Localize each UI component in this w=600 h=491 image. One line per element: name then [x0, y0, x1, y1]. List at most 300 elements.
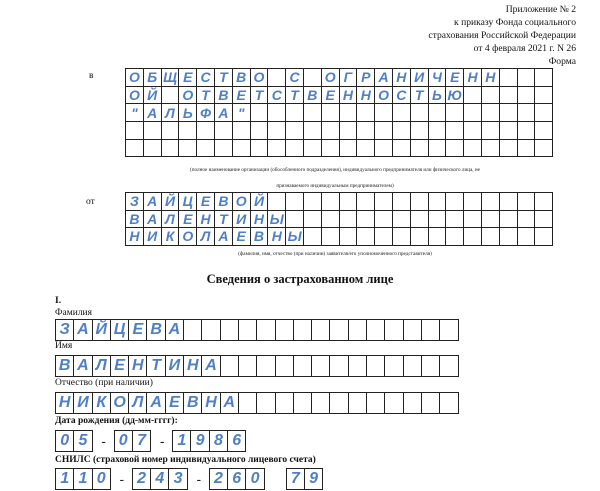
letter-cell[interactable] — [250, 139, 268, 157]
letter-cell[interactable]: Н — [184, 356, 202, 377]
letter-cell[interactable] — [375, 193, 393, 211]
letter-cell[interactable]: А — [202, 356, 220, 377]
letter-cell[interactable]: О — [232, 193, 250, 211]
dob-field[interactable] — [55, 430, 246, 452]
letter-cell[interactable] — [421, 320, 439, 341]
separator: - — [159, 433, 165, 449]
letter-cell[interactable]: Н — [481, 69, 499, 87]
letter-cell[interactable] — [535, 210, 553, 228]
letter-cell[interactable] — [385, 393, 403, 414]
letter-cell[interactable] — [161, 139, 179, 157]
letter-cell[interactable] — [257, 320, 275, 341]
recipient-note-2: признаваемого индивидуальным предпринимателем) — [276, 183, 394, 189]
letter-cell[interactable]: И — [232, 210, 250, 228]
digit-cell[interactable]: 4 — [150, 468, 169, 490]
letter-cell[interactable] — [161, 122, 179, 140]
letter-cell[interactable] — [517, 228, 535, 246]
letter-cell[interactable]: Й — [161, 193, 179, 211]
letter-cell[interactable] — [499, 210, 517, 228]
letter-cell[interactable] — [367, 356, 385, 377]
letter-cell[interactable] — [238, 320, 256, 341]
digit-cell[interactable]: 6 — [227, 468, 246, 490]
letter-cell[interactable]: Й — [250, 193, 268, 211]
letter-cell[interactable] — [392, 122, 410, 140]
letter-cell[interactable] — [499, 86, 517, 104]
letter-cell[interactable] — [535, 193, 553, 211]
letter-cell[interactable] — [517, 104, 535, 122]
separator — [265, 468, 287, 490]
letter-cell[interactable]: К — [161, 228, 179, 246]
letter-cell[interactable] — [410, 104, 428, 122]
letter-cell[interactable]: Н — [202, 393, 220, 414]
letter-cell[interactable] — [321, 122, 339, 140]
letter-cell[interactable]: И — [143, 228, 161, 246]
letter-cell[interactable] — [321, 210, 339, 228]
letter-cell[interactable]: З — [56, 320, 74, 341]
letter-cell[interactable] — [367, 393, 385, 414]
letter-cell[interactable]: " — [232, 104, 250, 122]
letter-cell[interactable] — [339, 122, 357, 140]
letter-cell[interactable] — [481, 193, 499, 211]
letter-cell[interactable]: И — [165, 356, 183, 377]
letter-cell[interactable] — [321, 139, 339, 157]
letter-cell[interactable] — [339, 193, 357, 211]
letter-cell[interactable]: З — [126, 193, 144, 211]
letter-cell[interactable]: Т — [250, 86, 268, 104]
digit-cell[interactable]: 5 — [73, 430, 92, 452]
letter-cell[interactable]: В — [250, 228, 268, 246]
letter-cell[interactable] — [348, 320, 366, 341]
letter-cell[interactable]: С — [197, 69, 215, 87]
letter-cell[interactable]: И — [74, 393, 92, 414]
digit-cell[interactable]: 9 — [304, 468, 323, 490]
letter-cell[interactable] — [375, 228, 393, 246]
letter-cell[interactable]: А — [143, 193, 161, 211]
letter-cell[interactable]: Т — [147, 356, 165, 377]
letter-cell[interactable] — [464, 210, 482, 228]
letter-cell[interactable] — [303, 210, 321, 228]
letter-cell[interactable] — [268, 104, 286, 122]
letter-cell[interactable] — [446, 193, 464, 211]
letter-cell[interactable]: Б — [143, 69, 161, 87]
letter-cell[interactable]: А — [74, 356, 92, 377]
letter-cell[interactable] — [517, 139, 535, 157]
header-line-5: Форма — [548, 56, 576, 67]
letter-cell[interactable] — [303, 122, 321, 140]
digit-cell[interactable]: 9 — [190, 430, 209, 452]
letter-cell[interactable] — [481, 210, 499, 228]
letter-cell[interactable] — [268, 122, 286, 140]
letter-cell[interactable]: Т — [214, 69, 232, 87]
letter-cell[interactable]: О — [126, 86, 144, 104]
letter-cell[interactable] — [535, 228, 553, 246]
letter-cell[interactable] — [268, 139, 286, 157]
letter-cell[interactable] — [268, 69, 286, 87]
letter-cell[interactable] — [464, 104, 482, 122]
letter-cell[interactable] — [286, 104, 304, 122]
letter-cell[interactable] — [179, 139, 197, 157]
letter-cell[interactable] — [446, 210, 464, 228]
letter-cell[interactable]: Е — [165, 393, 183, 414]
letter-cell[interactable] — [303, 139, 321, 157]
letter-cell[interactable] — [499, 193, 517, 211]
letter-cell[interactable] — [464, 122, 482, 140]
digit-cell[interactable]: 0 — [245, 468, 264, 490]
letter-cell[interactable]: Е — [197, 193, 215, 211]
letter-cell[interactable] — [286, 210, 304, 228]
letter-cell[interactable] — [421, 393, 439, 414]
letter-cell[interactable]: А — [74, 320, 92, 341]
letter-cell[interactable] — [428, 104, 446, 122]
letter-cell[interactable] — [385, 320, 403, 341]
letter-cell[interactable]: Т — [214, 210, 232, 228]
letter-cell[interactable] — [410, 210, 428, 228]
letter-cell[interactable]: Н — [197, 210, 215, 228]
letter-cell[interactable] — [303, 193, 321, 211]
letter-cell[interactable]: А — [143, 104, 161, 122]
grid-row — [56, 356, 459, 377]
digit-cell[interactable]: 1 — [55, 468, 74, 490]
letter-cell[interactable] — [232, 122, 250, 140]
letter-cell[interactable] — [446, 139, 464, 157]
letter-cell[interactable] — [375, 122, 393, 140]
letter-cell[interactable] — [257, 393, 275, 414]
digit-cell[interactable]: 6 — [227, 430, 246, 452]
letter-cell[interactable]: А — [220, 393, 238, 414]
letter-cell[interactable] — [446, 104, 464, 122]
digit-cell[interactable]: 0 — [114, 430, 133, 452]
letter-cell[interactable]: Ю — [447, 87, 463, 104]
letter-cell[interactable]: Е — [232, 86, 250, 104]
letter-cell[interactable] — [403, 393, 421, 414]
letter-cell[interactable] — [357, 104, 375, 122]
letter-cell[interactable] — [517, 210, 535, 228]
letter-cell[interactable] — [339, 210, 357, 228]
letter-cell[interactable]: Л — [197, 228, 215, 246]
letter-cell[interactable] — [481, 228, 499, 246]
letter-cell[interactable]: О — [321, 69, 339, 87]
letter-cell[interactable] — [357, 122, 375, 140]
letter-cell[interactable]: Е — [179, 69, 197, 87]
digit-cell[interactable]: 3 — [168, 468, 187, 490]
letter-cell[interactable] — [535, 86, 553, 104]
letter-cell[interactable]: Г — [339, 69, 357, 87]
letter-cell[interactable] — [339, 104, 357, 122]
letter-cell[interactable] — [197, 139, 215, 157]
letter-cell[interactable] — [535, 139, 553, 157]
letter-cell[interactable] — [330, 393, 348, 414]
letter-cell[interactable] — [499, 69, 517, 87]
letter-cell[interactable] — [161, 86, 179, 104]
letter-cell[interactable] — [392, 228, 410, 246]
letter-cell[interactable] — [517, 122, 535, 140]
letter-cell[interactable] — [126, 122, 144, 140]
letter-cell[interactable] — [268, 193, 286, 211]
letter-cell[interactable]: А — [214, 104, 232, 122]
letter-cell[interactable] — [517, 86, 535, 104]
letter-cell[interactable] — [392, 104, 410, 122]
letter-cell[interactable]: Е — [110, 356, 128, 377]
letter-cell[interactable] — [339, 228, 357, 246]
letter-cell[interactable] — [464, 228, 482, 246]
digit-cell[interactable]: 2 — [132, 468, 151, 490]
letter-cell[interactable] — [499, 139, 517, 157]
snils-field[interactable] — [55, 468, 323, 490]
letter-cell[interactable] — [428, 122, 446, 140]
digit-cell[interactable]: 1 — [73, 468, 92, 490]
letter-cell[interactable]: А — [375, 69, 393, 87]
letter-cell[interactable]: Ы — [269, 210, 284, 227]
letter-cell[interactable] — [410, 122, 428, 140]
letter-cell[interactable] — [464, 139, 482, 157]
letter-cell[interactable] — [440, 356, 458, 377]
letter-cell[interactable] — [517, 193, 535, 211]
digit-cell[interactable]: 0 — [55, 430, 74, 452]
header-line-1: Приложение № 2 — [505, 4, 576, 15]
letter-cell[interactable]: А — [165, 320, 183, 341]
letter-cell[interactable] — [303, 228, 321, 246]
letter-cell[interactable] — [202, 320, 220, 341]
letter-cell[interactable]: Т — [286, 86, 304, 104]
letter-cell[interactable]: " — [126, 104, 144, 122]
letter-cell[interactable]: О — [126, 69, 144, 87]
letter-cell[interactable] — [312, 356, 330, 377]
letter-cell[interactable] — [321, 193, 339, 211]
letter-cell[interactable] — [293, 393, 311, 414]
letter-cell[interactable] — [367, 320, 385, 341]
letter-cell[interactable] — [214, 122, 232, 140]
letter-cell[interactable]: В — [126, 210, 144, 228]
digit-cell[interactable]: 7 — [132, 430, 151, 452]
letter-cell[interactable]: Е — [321, 86, 339, 104]
letter-cell[interactable]: В — [214, 86, 232, 104]
letter-cell[interactable] — [214, 139, 232, 157]
letter-cell[interactable] — [348, 393, 366, 414]
letter-cell[interactable] — [517, 69, 535, 87]
letter-cell[interactable] — [375, 104, 393, 122]
letter-cell[interactable] — [375, 210, 393, 228]
letter-cell[interactable] — [275, 393, 293, 414]
letter-cell[interactable] — [446, 122, 464, 140]
letter-cell[interactable]: Ч — [428, 69, 446, 87]
letter-cell[interactable]: Н — [357, 86, 375, 104]
letter-cell[interactable]: А — [147, 393, 165, 414]
letter-cell[interactable]: И — [410, 69, 428, 87]
letter-cell[interactable] — [410, 139, 428, 157]
letter-cell[interactable] — [286, 122, 304, 140]
grid-row — [126, 69, 553, 87]
letter-cell[interactable] — [535, 122, 553, 140]
letter-cell[interactable]: А — [143, 210, 161, 228]
letter-cell[interactable] — [275, 356, 293, 377]
letter-cell[interactable] — [293, 356, 311, 377]
letter-cell[interactable]: Щ — [163, 69, 177, 86]
letter-cell[interactable]: Л — [92, 356, 110, 377]
letter-cell[interactable]: Е — [232, 228, 250, 246]
snils-label: СНИЛС (страховой номер индивидуального лицевого счета) — [55, 455, 316, 465]
letter-cell[interactable]: Е — [129, 320, 147, 341]
letter-cell[interactable]: Ы — [287, 228, 302, 245]
letter-cell[interactable] — [330, 356, 348, 377]
letter-cell[interactable]: Н — [464, 69, 482, 87]
letter-cell[interactable] — [357, 210, 375, 228]
letter-cell[interactable] — [220, 320, 238, 341]
letter-cell[interactable] — [357, 228, 375, 246]
letter-cell[interactable] — [464, 86, 482, 104]
grid-row — [126, 193, 553, 211]
letter-cell[interactable]: В — [214, 193, 232, 211]
letter-cell[interactable] — [321, 104, 339, 122]
letter-cell[interactable] — [403, 356, 421, 377]
letter-cell[interactable]: Й — [92, 320, 110, 341]
letter-cell[interactable] — [293, 320, 311, 341]
letter-cell[interactable]: Н — [56, 393, 74, 414]
grid-row — [126, 139, 553, 157]
letter-cell[interactable]: С — [286, 69, 304, 87]
letter-cell[interactable] — [143, 139, 161, 157]
letter-cell[interactable] — [220, 356, 238, 377]
digit-cell[interactable]: 2 — [209, 468, 228, 490]
letter-cell[interactable]: К — [92, 393, 110, 414]
letter-cell[interactable] — [250, 122, 268, 140]
letter-cell[interactable]: В — [184, 393, 202, 414]
letter-cell[interactable]: Н — [129, 356, 147, 377]
surname-field[interactable] — [55, 319, 459, 341]
letter-cell[interactable] — [440, 320, 458, 341]
letter-cell[interactable] — [339, 139, 357, 157]
digit-cell[interactable]: 0 — [92, 468, 111, 490]
letter-cell[interactable] — [303, 104, 321, 122]
letter-cell[interactable] — [184, 320, 202, 341]
letter-cell[interactable]: Н — [268, 228, 286, 246]
letter-cell[interactable] — [286, 193, 304, 211]
letter-cell[interactable]: Н — [126, 228, 144, 246]
letter-cell[interactable] — [321, 228, 339, 246]
letter-cell[interactable] — [257, 356, 275, 377]
letter-cell[interactable]: Л — [129, 393, 147, 414]
letter-cell[interactable]: Н — [250, 210, 268, 228]
letter-cell[interactable] — [428, 228, 446, 246]
letter-cell[interactable]: С — [268, 86, 286, 104]
letter-cell[interactable]: Й — [143, 86, 161, 104]
letter-cell[interactable]: Л — [161, 210, 179, 228]
letter-cell[interactable] — [392, 193, 410, 211]
letter-cell[interactable]: В — [147, 320, 165, 341]
separator: - — [119, 471, 125, 487]
letter-cell[interactable] — [499, 122, 517, 140]
name-field[interactable] — [55, 355, 459, 377]
letter-cell[interactable] — [357, 193, 375, 211]
letter-cell[interactable] — [375, 139, 393, 157]
letter-cell[interactable] — [421, 356, 439, 377]
letter-cell[interactable] — [499, 228, 517, 246]
letter-cell[interactable] — [499, 104, 517, 122]
letter-cell[interactable] — [392, 210, 410, 228]
letter-cell[interactable] — [179, 122, 197, 140]
digit-cell[interactable]: 7 — [286, 468, 305, 490]
letter-cell[interactable] — [464, 193, 482, 211]
letter-cell[interactable]: Ц — [179, 193, 197, 211]
letter-cell[interactable]: А — [214, 228, 232, 246]
letter-cell[interactable] — [312, 320, 330, 341]
letter-cell[interactable]: В — [232, 69, 250, 87]
letter-cell[interactable]: В — [56, 356, 74, 377]
letter-cell[interactable] — [446, 228, 464, 246]
letter-cell[interactable] — [428, 193, 446, 211]
letter-cell[interactable]: Ф — [197, 104, 215, 122]
grid-row — [56, 320, 459, 341]
letter-cell[interactable] — [428, 139, 446, 157]
letter-cell[interactable]: С — [392, 86, 410, 104]
header-line-4: от 4 февраля 2021 г. N 26 — [473, 43, 576, 54]
letter-cell[interactable] — [410, 193, 428, 211]
letter-cell[interactable] — [303, 69, 321, 87]
letter-cell[interactable]: Т — [410, 86, 428, 104]
patronymic-field[interactable] — [55, 392, 459, 414]
letter-cell[interactable]: Е — [446, 69, 464, 87]
letter-cell[interactable] — [440, 393, 458, 414]
letter-cell[interactable]: О — [250, 69, 268, 87]
letter-cell[interactable]: О — [375, 86, 393, 104]
letter-cell[interactable] — [481, 104, 499, 122]
letter-cell[interactable]: Е — [179, 210, 197, 228]
letter-cell[interactable] — [392, 139, 410, 157]
dob-label: Дата рождения (дд-мм-гггг): — [55, 416, 178, 426]
letter-cell[interactable] — [481, 86, 499, 104]
letter-cell[interactable]: О — [110, 393, 128, 414]
letter-cell[interactable] — [410, 228, 428, 246]
letter-cell[interactable]: Л — [161, 104, 179, 122]
letter-cell[interactable] — [385, 356, 403, 377]
letter-cell[interactable] — [238, 356, 256, 377]
letter-cell[interactable]: Н — [392, 69, 410, 87]
letter-cell[interactable] — [143, 122, 161, 140]
digit-cell[interactable]: 1 — [172, 430, 191, 452]
letter-cell[interactable]: Ь — [428, 86, 446, 104]
separator: - — [101, 433, 106, 449]
letter-cell[interactable] — [312, 393, 330, 414]
letter-cell[interactable]: О — [179, 228, 197, 246]
letter-cell[interactable]: Р — [357, 69, 375, 87]
letter-cell[interactable]: Т — [197, 86, 215, 104]
letter-cell[interactable] — [481, 139, 499, 157]
from-label: от — [86, 197, 95, 207]
letter-cell[interactable] — [286, 139, 304, 157]
letter-cell[interactable]: Ц — [110, 320, 128, 341]
letter-cell[interactable]: Ь — [179, 104, 197, 122]
letter-cell[interactable] — [348, 356, 366, 377]
letter-cell[interactable] — [428, 210, 446, 228]
grid-row — [56, 393, 459, 414]
letter-cell[interactable]: В — [303, 86, 321, 104]
letter-cell[interactable] — [481, 122, 499, 140]
letter-cell[interactable] — [250, 104, 268, 122]
letter-cell[interactable] — [197, 122, 215, 140]
letter-cell[interactable] — [232, 139, 250, 157]
letter-cell[interactable] — [330, 320, 348, 341]
letter-cell[interactable] — [403, 320, 421, 341]
digit-cell[interactable]: 8 — [209, 430, 228, 452]
letter-cell[interactable] — [535, 104, 553, 122]
letter-cell[interactable] — [535, 69, 553, 87]
separator: - — [196, 471, 202, 487]
letter-cell[interactable]: Н — [339, 86, 357, 104]
letter-cell[interactable] — [275, 320, 293, 341]
letter-cell[interactable] — [357, 139, 375, 157]
letter-cell[interactable] — [126, 139, 144, 157]
letter-cell[interactable] — [238, 393, 256, 414]
letter-cell[interactable]: О — [179, 86, 197, 104]
